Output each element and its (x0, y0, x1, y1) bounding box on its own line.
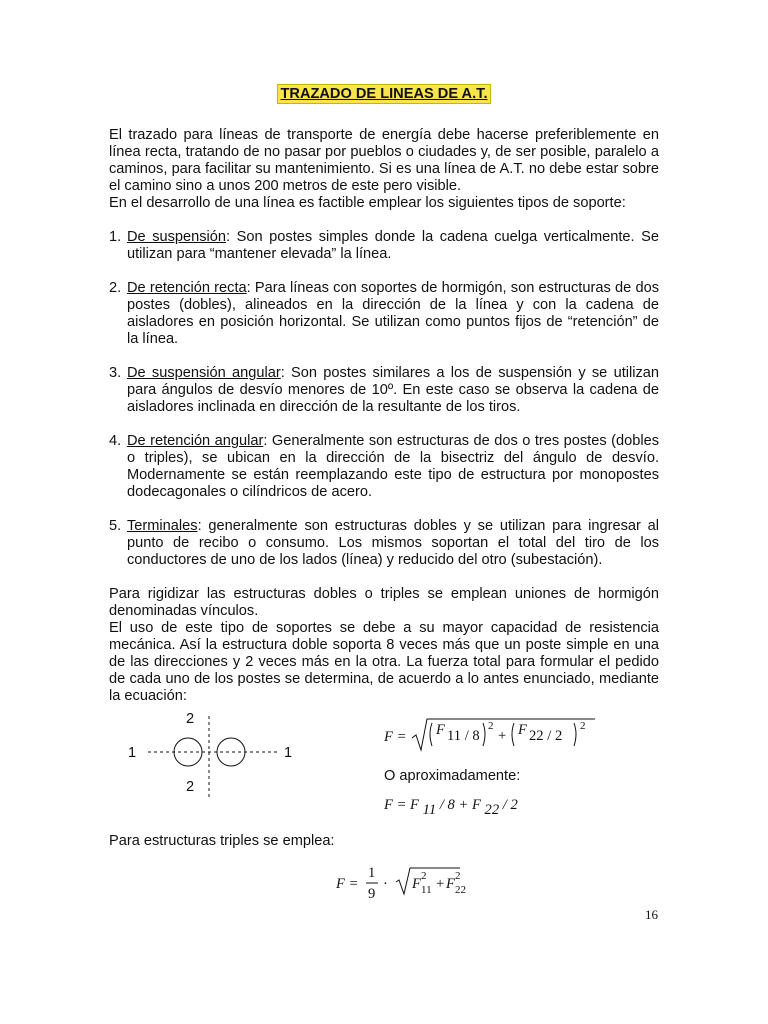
list-item-suspension: 1. De suspensión: Son postes simples donde la cadena cuelga verticalmente. Se utilizan para “mantener elevada” la línea. (109, 229, 659, 262)
diagram-label-left: 1 (128, 745, 137, 761)
intro-support-types: En el desarrollo de una línea es factible emplear los siguientes tipos de soporte: (109, 195, 626, 211)
triples-label: Para estructuras triples se emplea: (109, 833, 335, 849)
list-item-terminales: 5. Terminales: generalmente son estructuras dobles y se utilizan para ingresar al punto de recibo o consumo. Los mismos soportan el total del tiro de los conductores de uno de los lados (línea) y reducido del otro (subestación). (109, 518, 659, 568)
resistencia-paragraph: El uso de este tipo de soportes se debe a su mayor capacidad de resistencia mecánica. Así la estructura doble soporta 8 veces más que un poste simple en una de las direcciones y 2 veces más en la otra. La fuerza total para formular el pedido de cada uno de los postes se determina, de acuerdo a lo antes enunciado, mediante la ecuación: (109, 620, 659, 704)
diagram-label-bottom: 2 (186, 779, 195, 795)
vinculos-paragraph: Para rigidizar las estructuras dobles o triples se emplean uniones de hormigón denominadas vínculos. (109, 586, 659, 619)
formula-triple: F = 1 9 · F 2 11 + F 2 22 (336, 865, 466, 902)
formula-exact: F = F 11 / 8 2 + F 22 / 2 2 (384, 716, 594, 756)
list-item-retencion-recta: 2. De retención recta: Para líneas con soportes de hormigón, son estructuras de dos postes (dobles), alineados en la dirección de la línea y con la cadena de aisladores en posición horizontal. Se utilizan como puntos fijos de “retención” de la línea. (109, 280, 659, 347)
formula-approx: F = F 11 / 8 + F 22 / 2 (384, 797, 518, 818)
page-title: TRAZADO DE LINEAS DE A.T. (0, 86, 768, 103)
approx-label: O aproximadamente: (384, 768, 521, 784)
diagram-label-top: 2 (186, 711, 195, 727)
intro-paragraph: El trazado para líneas de transporte de energía debe hacerse preferiblemente en línea recta, tratando de no pasar por pueblos o ciudades y, de ser posible, paralelo a caminos, para facilitar su mantenimiento. Si es una línea de A.T. no debe estar sobre el camino sino a unos 200 metros de este pero visible. (109, 127, 659, 194)
list-item-suspension-angular: 3. De suspensión angular: Son postes similares a los de suspensión y se utilizan para ángulos de desvío menores de 10º. En este caso se observa la cadena de aisladores inclinada en dirección de la resultante de los tiros. (109, 365, 660, 415)
body-text (109, 127, 659, 705)
page-number: 16 (645, 907, 658, 922)
double-pole-diagram (120, 708, 310, 798)
diagram-label-right: 1 (284, 745, 293, 761)
list-item-retencion-angular: 4. De retención angular: Generalmente son estructuras de dos o tres postes (dobles o triples), se ubican en la dirección de la bisectriz del ángulo de desvío. Modernamente se están reemplazando este tipo de estructura por monopostes dodecagonales o cilíndricos de acero. (109, 433, 659, 500)
